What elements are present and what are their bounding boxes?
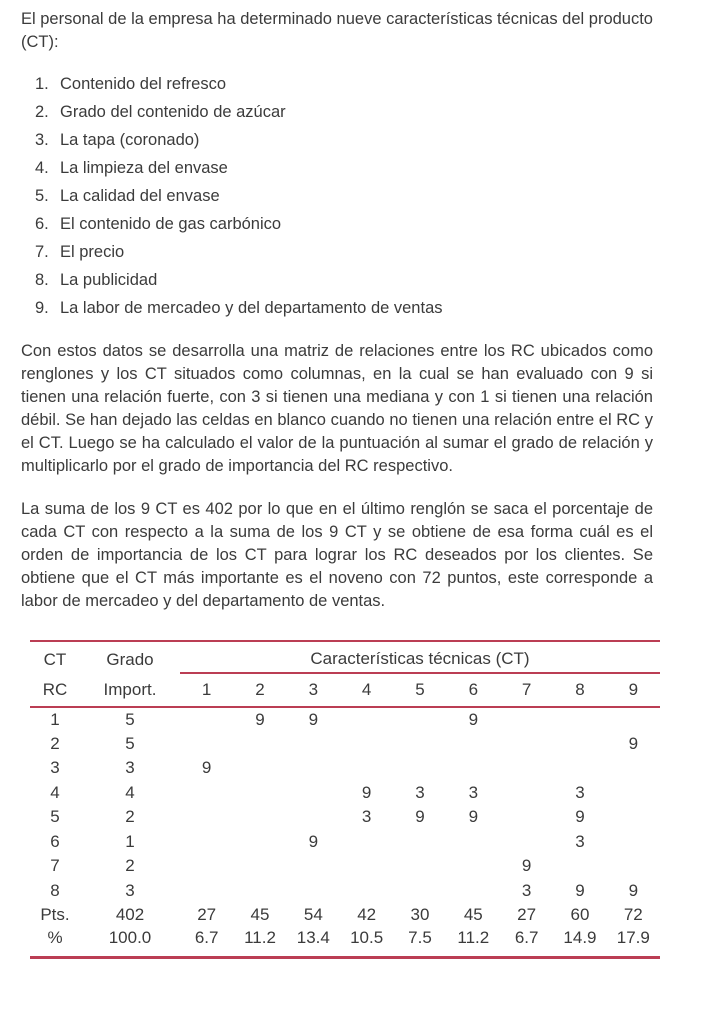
relation-cell: 9 <box>575 807 585 827</box>
grado-cell: 3 <box>125 880 135 900</box>
ct-group-header: Características técnicas (CT) <box>180 641 660 673</box>
relation-cell <box>340 879 393 904</box>
points-cell: 42 <box>357 905 377 925</box>
relation-cell <box>553 854 606 879</box>
percent-cell: 7.5 <box>408 927 432 947</box>
points-row-label: Pts. <box>40 905 70 925</box>
rc-number-cell: 5 <box>50 807 60 827</box>
relations-matrix-table <box>30 640 660 959</box>
grado-cell: 3 <box>125 758 135 778</box>
corner-ct-label: CT <box>43 650 67 669</box>
percent-cell: 11.2 <box>457 927 490 947</box>
list-item <box>21 238 653 266</box>
relation-cell <box>447 879 500 904</box>
relation-cell: 9 <box>468 709 479 729</box>
ct-list <box>21 70 653 322</box>
list-item-text: El precio <box>60 243 125 261</box>
relation-cell: 9 <box>521 856 532 876</box>
table-row <box>30 732 660 757</box>
ct-column-header: 7 <box>500 673 553 707</box>
percent-row <box>30 928 660 958</box>
list-item <box>21 294 653 322</box>
relation-cell <box>180 854 233 879</box>
relation-cell <box>393 732 446 757</box>
list-item-number: 6. <box>35 215 49 233</box>
relation-cell <box>180 707 233 732</box>
table-row <box>30 805 660 830</box>
relation-cell <box>607 781 660 806</box>
list-item-text: La tapa (coronado) <box>60 131 200 149</box>
relation-cell <box>233 781 286 806</box>
points-cell: 27 <box>517 905 537 925</box>
relation-cell: 3 <box>415 782 425 802</box>
percent-cell: 17.9 <box>616 927 650 947</box>
ct-column-header: 1 <box>180 673 233 707</box>
table-row <box>30 830 660 855</box>
ct-column-header: 9 <box>607 673 660 707</box>
grado-cell: 1 <box>125 831 135 851</box>
relation-cell <box>447 854 500 879</box>
relation-cell <box>447 830 500 855</box>
relation-cell <box>180 781 233 806</box>
relation-cell <box>233 830 286 855</box>
relation-cell <box>287 805 340 830</box>
relation-cell <box>180 879 233 904</box>
percent-cell: 13.4 <box>296 927 330 947</box>
list-item-number: 5. <box>35 187 49 205</box>
list-item-text: La labor de mercadeo y del departamento de ventas <box>60 299 443 317</box>
relation-cell <box>287 756 340 781</box>
table-row <box>30 854 660 879</box>
rc-number-cell: 6 <box>50 831 60 851</box>
relation-cell <box>287 854 340 879</box>
list-item <box>21 70 653 98</box>
matrix-paragraph: Con estos datos se desarrolla una matriz de relaciones entre los RC ubicados como renglones y los CT situados como columnas, en la cual se han evaluado con 9 si tienen una relación fuerte, con 3 si tienen una mediana y con 1 si tienen una relación débil. Se han dejado las celdas en blanco cuando no tienen una relación entre el RC y el CT. Luego se ha calculado el valor de la puntuación al sumar el grado de relación y multiplicarlo por el grado de importancia del RC respectivo. <box>21 342 653 475</box>
relation-cell <box>553 732 606 757</box>
rc-number-cell: 2 <box>50 733 60 753</box>
table-row <box>30 879 660 904</box>
relation-cell: 9 <box>308 831 319 851</box>
relation-cell <box>500 805 553 830</box>
table-row <box>30 756 660 781</box>
points-cell: 45 <box>250 905 270 925</box>
relation-cell <box>607 756 660 781</box>
list-item <box>21 126 653 154</box>
relation-cell: 9 <box>415 807 425 827</box>
ct-column-header: 8 <box>553 673 606 707</box>
relation-cell <box>447 732 500 757</box>
relation-cell <box>607 805 660 830</box>
table-header <box>30 641 660 707</box>
relation-cell <box>233 756 286 781</box>
percent-cell: 11.2 <box>244 927 276 947</box>
relation-cell <box>607 830 660 855</box>
ct-column-header: 6 <box>447 673 500 707</box>
relation-cell <box>340 732 393 757</box>
list-item-text: Contenido del refresco <box>60 75 227 93</box>
list-item-number: 4. <box>35 159 49 177</box>
relation-cell: 3 <box>361 807 372 827</box>
relation-cell: 9 <box>468 807 479 827</box>
rc-number-cell: 1 <box>50 709 60 729</box>
list-item <box>21 154 653 182</box>
relation-cell <box>287 732 340 757</box>
points-cell: 30 <box>410 905 430 925</box>
relation-cell: 3 <box>575 782 585 802</box>
table-row <box>30 781 660 806</box>
list-item <box>21 266 653 294</box>
relation-cell: 9 <box>201 758 212 778</box>
list-item-text: La calidad del envase <box>60 187 220 205</box>
percent-row-label: % <box>47 927 63 947</box>
grado-cell: 4 <box>125 782 135 802</box>
relation-cell <box>553 707 606 732</box>
relation-cell: 9 <box>361 782 372 802</box>
points-cell: 60 <box>570 905 590 925</box>
table-body <box>30 707 660 957</box>
percent-cell: 10.5 <box>350 927 384 947</box>
relation-cell: 9 <box>575 880 585 900</box>
relation-cell: 9 <box>308 709 319 729</box>
grado-header-line1: Grado <box>106 650 154 669</box>
rc-number-cell: 3 <box>50 758 60 778</box>
header-columns-row <box>30 673 660 707</box>
points-cell: 27 <box>197 905 217 925</box>
relation-cell <box>500 781 553 806</box>
relation-cell <box>287 879 340 904</box>
relation-cell: 3 <box>575 831 585 851</box>
ct-column-header: 2 <box>233 673 286 707</box>
list-item-text: Grado del contenido de azúcar <box>60 103 286 121</box>
relation-cell <box>607 854 660 879</box>
relation-cell <box>180 830 233 855</box>
grado-cell: 5 <box>125 733 135 753</box>
list-item-text: La publicidad <box>60 271 158 289</box>
relation-cell: 3 <box>468 782 479 802</box>
relation-cell: 9 <box>628 880 639 900</box>
relation-cell <box>233 879 286 904</box>
percent-cell: 14.9 <box>563 927 597 947</box>
relation-cell <box>553 756 606 781</box>
relation-cell <box>233 854 286 879</box>
list-item-number: 2. <box>35 103 49 121</box>
points-cell: 45 <box>463 905 483 925</box>
relation-cell <box>340 830 393 855</box>
percent-cell: 6.7 <box>194 927 219 947</box>
ct-column-header: 5 <box>393 673 446 707</box>
relation-cell <box>500 756 553 781</box>
list-item <box>21 98 653 126</box>
ct-column-header: 4 <box>340 673 393 707</box>
percent-total-cell: 100.0 <box>108 927 152 947</box>
relation-cell <box>233 805 286 830</box>
relation-cell: 9 <box>628 733 639 753</box>
list-item <box>21 182 653 210</box>
relation-cell <box>340 756 393 781</box>
relation-cell: 9 <box>255 709 265 729</box>
grado-cell: 2 <box>125 856 135 876</box>
percent-cell: 6.7 <box>514 927 539 947</box>
list-item-number: 8. <box>35 271 49 289</box>
relation-cell <box>180 732 233 757</box>
rc-number-cell: 8 <box>50 880 60 900</box>
relation-cell <box>393 756 446 781</box>
rc-number-cell: 4 <box>50 782 60 802</box>
header-group-row <box>30 641 660 673</box>
relation-cell <box>393 707 446 732</box>
points-total-cell: 402 <box>115 905 145 925</box>
relation-cell <box>500 732 553 757</box>
grado-cell: 2 <box>125 807 135 827</box>
relation-cell <box>340 707 393 732</box>
corner-rc-label: RC <box>30 673 80 707</box>
relation-cell <box>607 707 660 732</box>
grado-cell: 5 <box>125 709 135 729</box>
list-item-number: 7. <box>35 243 49 261</box>
relation-cell <box>180 805 233 830</box>
relation-cell <box>287 781 340 806</box>
relation-cell <box>393 830 446 855</box>
relation-cell <box>340 854 393 879</box>
list-item-number: 1. <box>35 75 49 93</box>
relation-cell <box>500 830 553 855</box>
relation-cell <box>393 879 446 904</box>
points-cell: 54 <box>303 905 323 925</box>
rc-number-cell: 7 <box>50 856 60 876</box>
sum-paragraph: La suma de los 9 CT es 402 por lo que en el último renglón se saca el porcentaje de cada CT con respecto a la suma de los 9 CT y se obtiene de esa forma cuál es el orden de importancia de los CT para lograr los RC deseados por los clientes. Se obtiene que el CT más importante es el noveno con 72 puntos, este corresponde a labor de mercadeo y del departamento de ventas. <box>21 500 653 610</box>
ct-column-header: 3 <box>287 673 340 707</box>
list-item <box>21 210 653 238</box>
intro-paragraph: El personal de la empresa ha determinado nueve características técnicas del producto (CT): <box>21 10 653 51</box>
relation-cell: 3 <box>521 880 532 900</box>
relation-cell <box>447 756 500 781</box>
list-item-number: 9. <box>35 299 49 317</box>
points-row <box>30 903 660 928</box>
list-item-text: La limpieza del envase <box>60 159 228 177</box>
table-row <box>30 707 660 732</box>
list-item-text: El contenido de gas carbónico <box>60 215 282 233</box>
grado-header-line2: Import. <box>80 673 180 707</box>
relation-cell <box>500 707 553 732</box>
points-cell: 72 <box>623 905 643 925</box>
list-item-number: 3. <box>35 131 49 149</box>
relation-cell <box>393 854 446 879</box>
relation-cell <box>233 732 286 757</box>
